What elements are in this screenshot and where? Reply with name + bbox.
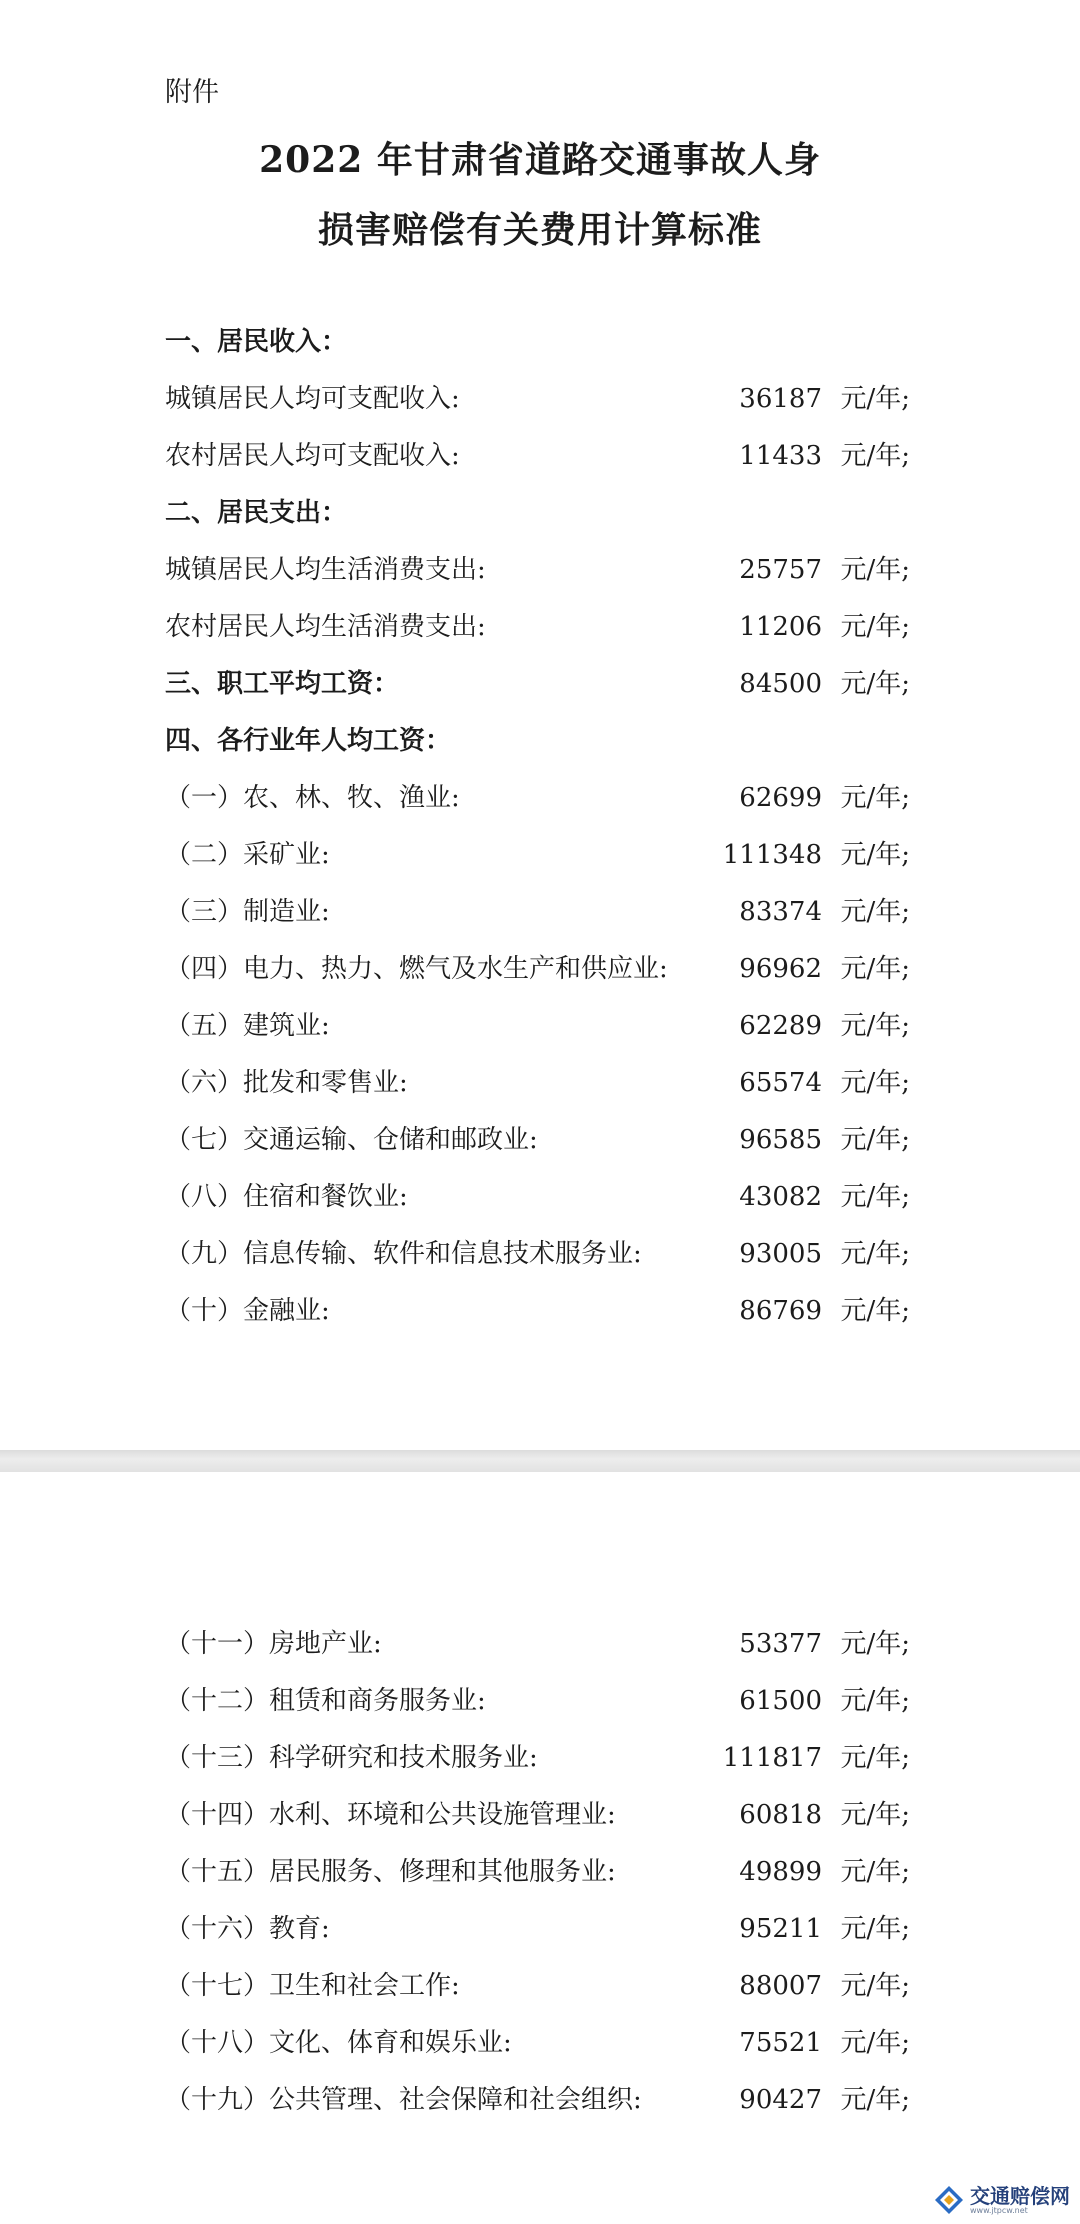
row-value: 88007: [739, 1971, 822, 2001]
table-row: [165, 1624, 910, 1664]
row-label: 城镇居民人均可支配收入:: [165, 384, 460, 414]
document-title-line-1: 2022 年甘肃省道路交通事故人身: [259, 139, 821, 181]
row-unit: 元/年;: [840, 840, 910, 870]
row-label: （七）交通运输、仓储和邮政业:: [165, 1125, 538, 1155]
row-value: 25757: [739, 555, 822, 585]
table-row: [165, 2023, 910, 2063]
row-label: （十九）公共管理、社会保障和社会组织:: [165, 2085, 642, 2115]
row-value: 86769: [739, 1296, 822, 1326]
table-row: [165, 1120, 910, 1160]
diamond-logo-icon: [934, 2185, 964, 2215]
row-label: 城镇居民人均生活消费支出:: [165, 555, 486, 585]
table-row: [165, 1681, 910, 1721]
row-value: 75521: [739, 2028, 822, 2058]
table-row: [165, 550, 910, 590]
row-label: （十五）居民服务、修理和其他服务业:: [165, 1857, 616, 1887]
row-label: （五）建筑业:: [165, 1011, 330, 1041]
row-value: 62289: [739, 1011, 822, 1041]
table-row: [165, 607, 910, 647]
table-row: [165, 1795, 910, 1835]
table-row: [165, 1291, 910, 1331]
row-label: 一、居民收入：: [165, 327, 348, 357]
section-heading-row: [165, 721, 910, 761]
table-row: [165, 1852, 910, 1892]
row-unit: 元/年;: [840, 1743, 910, 1773]
row-label: 农村居民人均生活消费支出:: [165, 612, 486, 642]
row-unit: 元/年;: [840, 555, 910, 585]
row-label: （九）信息传输、软件和信息技术服务业:: [165, 1239, 642, 1269]
row-label: （三）制造业:: [165, 897, 330, 927]
row-unit: 元/年;: [840, 1182, 910, 1212]
row-value: 62699: [739, 783, 822, 813]
row-unit: 元/年;: [840, 783, 910, 813]
section-heading-row: [165, 493, 910, 533]
row-unit: 元/年;: [840, 384, 910, 414]
table-row: [165, 1966, 910, 2006]
row-label: （四）电力、热力、燃气及水生产和供应业:: [165, 954, 668, 984]
row-unit: 元/年;: [840, 1971, 910, 2001]
row-unit: 元/年;: [840, 1857, 910, 1887]
row-value: 111348: [722, 840, 822, 870]
row-value: 36187: [739, 384, 822, 414]
row-label: （十）金融业:: [165, 1296, 330, 1326]
row-unit: 元/年;: [840, 1125, 910, 1155]
row-label: （六）批发和零售业:: [165, 1068, 408, 1098]
document-title-line-2: 损害赔偿有关费用计算标准: [317, 209, 762, 251]
row-label: （十七）卫生和社会工作:: [165, 1971, 460, 2001]
table-row: [165, 2080, 910, 2120]
row-value: 11433: [739, 441, 822, 471]
row-label: （十八）文化、体育和娱乐业:: [165, 2028, 512, 2058]
section-heading-row: [165, 322, 910, 362]
row-label: （十一）房地产业:: [165, 1629, 382, 1659]
row-label: （八）住宿和餐饮业:: [165, 1182, 408, 1212]
row-value: 84500: [739, 669, 822, 699]
row-label: 二、居民支出：: [165, 498, 348, 528]
row-label: 四、各行业年人均工资：: [165, 726, 452, 756]
table-row: [165, 1234, 910, 1274]
row-label: （十三）科学研究和技术服务业:: [165, 1743, 538, 1773]
document-page-2: [0, 1472, 1080, 2224]
row-value: 11206: [739, 612, 822, 642]
row-unit: 元/年;: [840, 1068, 910, 1098]
row-value: 53377: [739, 1629, 822, 1659]
row-unit: 元/年;: [840, 669, 910, 699]
section-heading-row: [165, 664, 910, 704]
row-value: 96962: [739, 954, 822, 984]
table-row: [165, 379, 910, 419]
row-label: 农村居民人均可支配收入:: [165, 441, 460, 471]
row-unit: 元/年;: [840, 441, 910, 471]
row-value: 65574: [739, 1068, 822, 1098]
row-value: 93005: [739, 1239, 822, 1269]
row-unit: 元/年;: [840, 954, 910, 984]
table-row: [165, 1738, 910, 1778]
table-row: [165, 949, 910, 989]
row-unit: 元/年;: [840, 1914, 910, 1944]
table-row: [165, 1006, 910, 1046]
row-unit: 元/年;: [840, 897, 910, 927]
table-row: [165, 778, 910, 818]
row-unit: 元/年;: [840, 612, 910, 642]
table-row: [165, 892, 910, 932]
row-value: 83374: [739, 897, 822, 927]
watermark: [934, 2182, 1070, 2218]
row-value: 111817: [722, 1743, 822, 1773]
row-value: 90427: [739, 2085, 822, 2115]
table-row: [165, 436, 910, 476]
row-value: 43082: [739, 1182, 822, 1212]
row-value: 95211: [739, 1914, 822, 1944]
row-unit: 元/年;: [840, 1239, 910, 1269]
row-value: 96585: [739, 1125, 822, 1155]
row-label: （一）农、林、牧、渔业:: [165, 783, 460, 813]
attachment-label: 附件: [165, 77, 219, 108]
watermark-url: www.jtpcw.net: [970, 2205, 1028, 2215]
row-label: 三、职工平均工资：: [165, 669, 400, 699]
row-unit: 元/年;: [840, 2028, 910, 2058]
table-row: [165, 1063, 910, 1103]
row-unit: 元/年;: [840, 1686, 910, 1716]
row-unit: 元/年;: [840, 1800, 910, 1830]
row-unit: 元/年;: [840, 1011, 910, 1041]
row-unit: 元/年;: [840, 1629, 910, 1659]
row-label: （十四）水利、环境和公共设施管理业:: [165, 1800, 616, 1830]
row-unit: 元/年;: [840, 2085, 910, 2115]
row-label: （二）采矿业:: [165, 840, 330, 870]
table-row: [165, 1177, 910, 1217]
row-value: 49899: [739, 1857, 822, 1887]
table-row: [165, 835, 910, 875]
row-unit: 元/年;: [840, 1296, 910, 1326]
row-label: （十二）租赁和商务服务业:: [165, 1686, 486, 1716]
page-divider: [0, 1450, 1080, 1472]
row-value: 61500: [739, 1686, 822, 1716]
watermark-text: 交通赔偿网: [970, 2183, 1070, 2208]
row-value: 60818: [739, 1800, 822, 1830]
row-label: （十六）教育:: [165, 1914, 330, 1944]
table-row: [165, 1909, 910, 1949]
